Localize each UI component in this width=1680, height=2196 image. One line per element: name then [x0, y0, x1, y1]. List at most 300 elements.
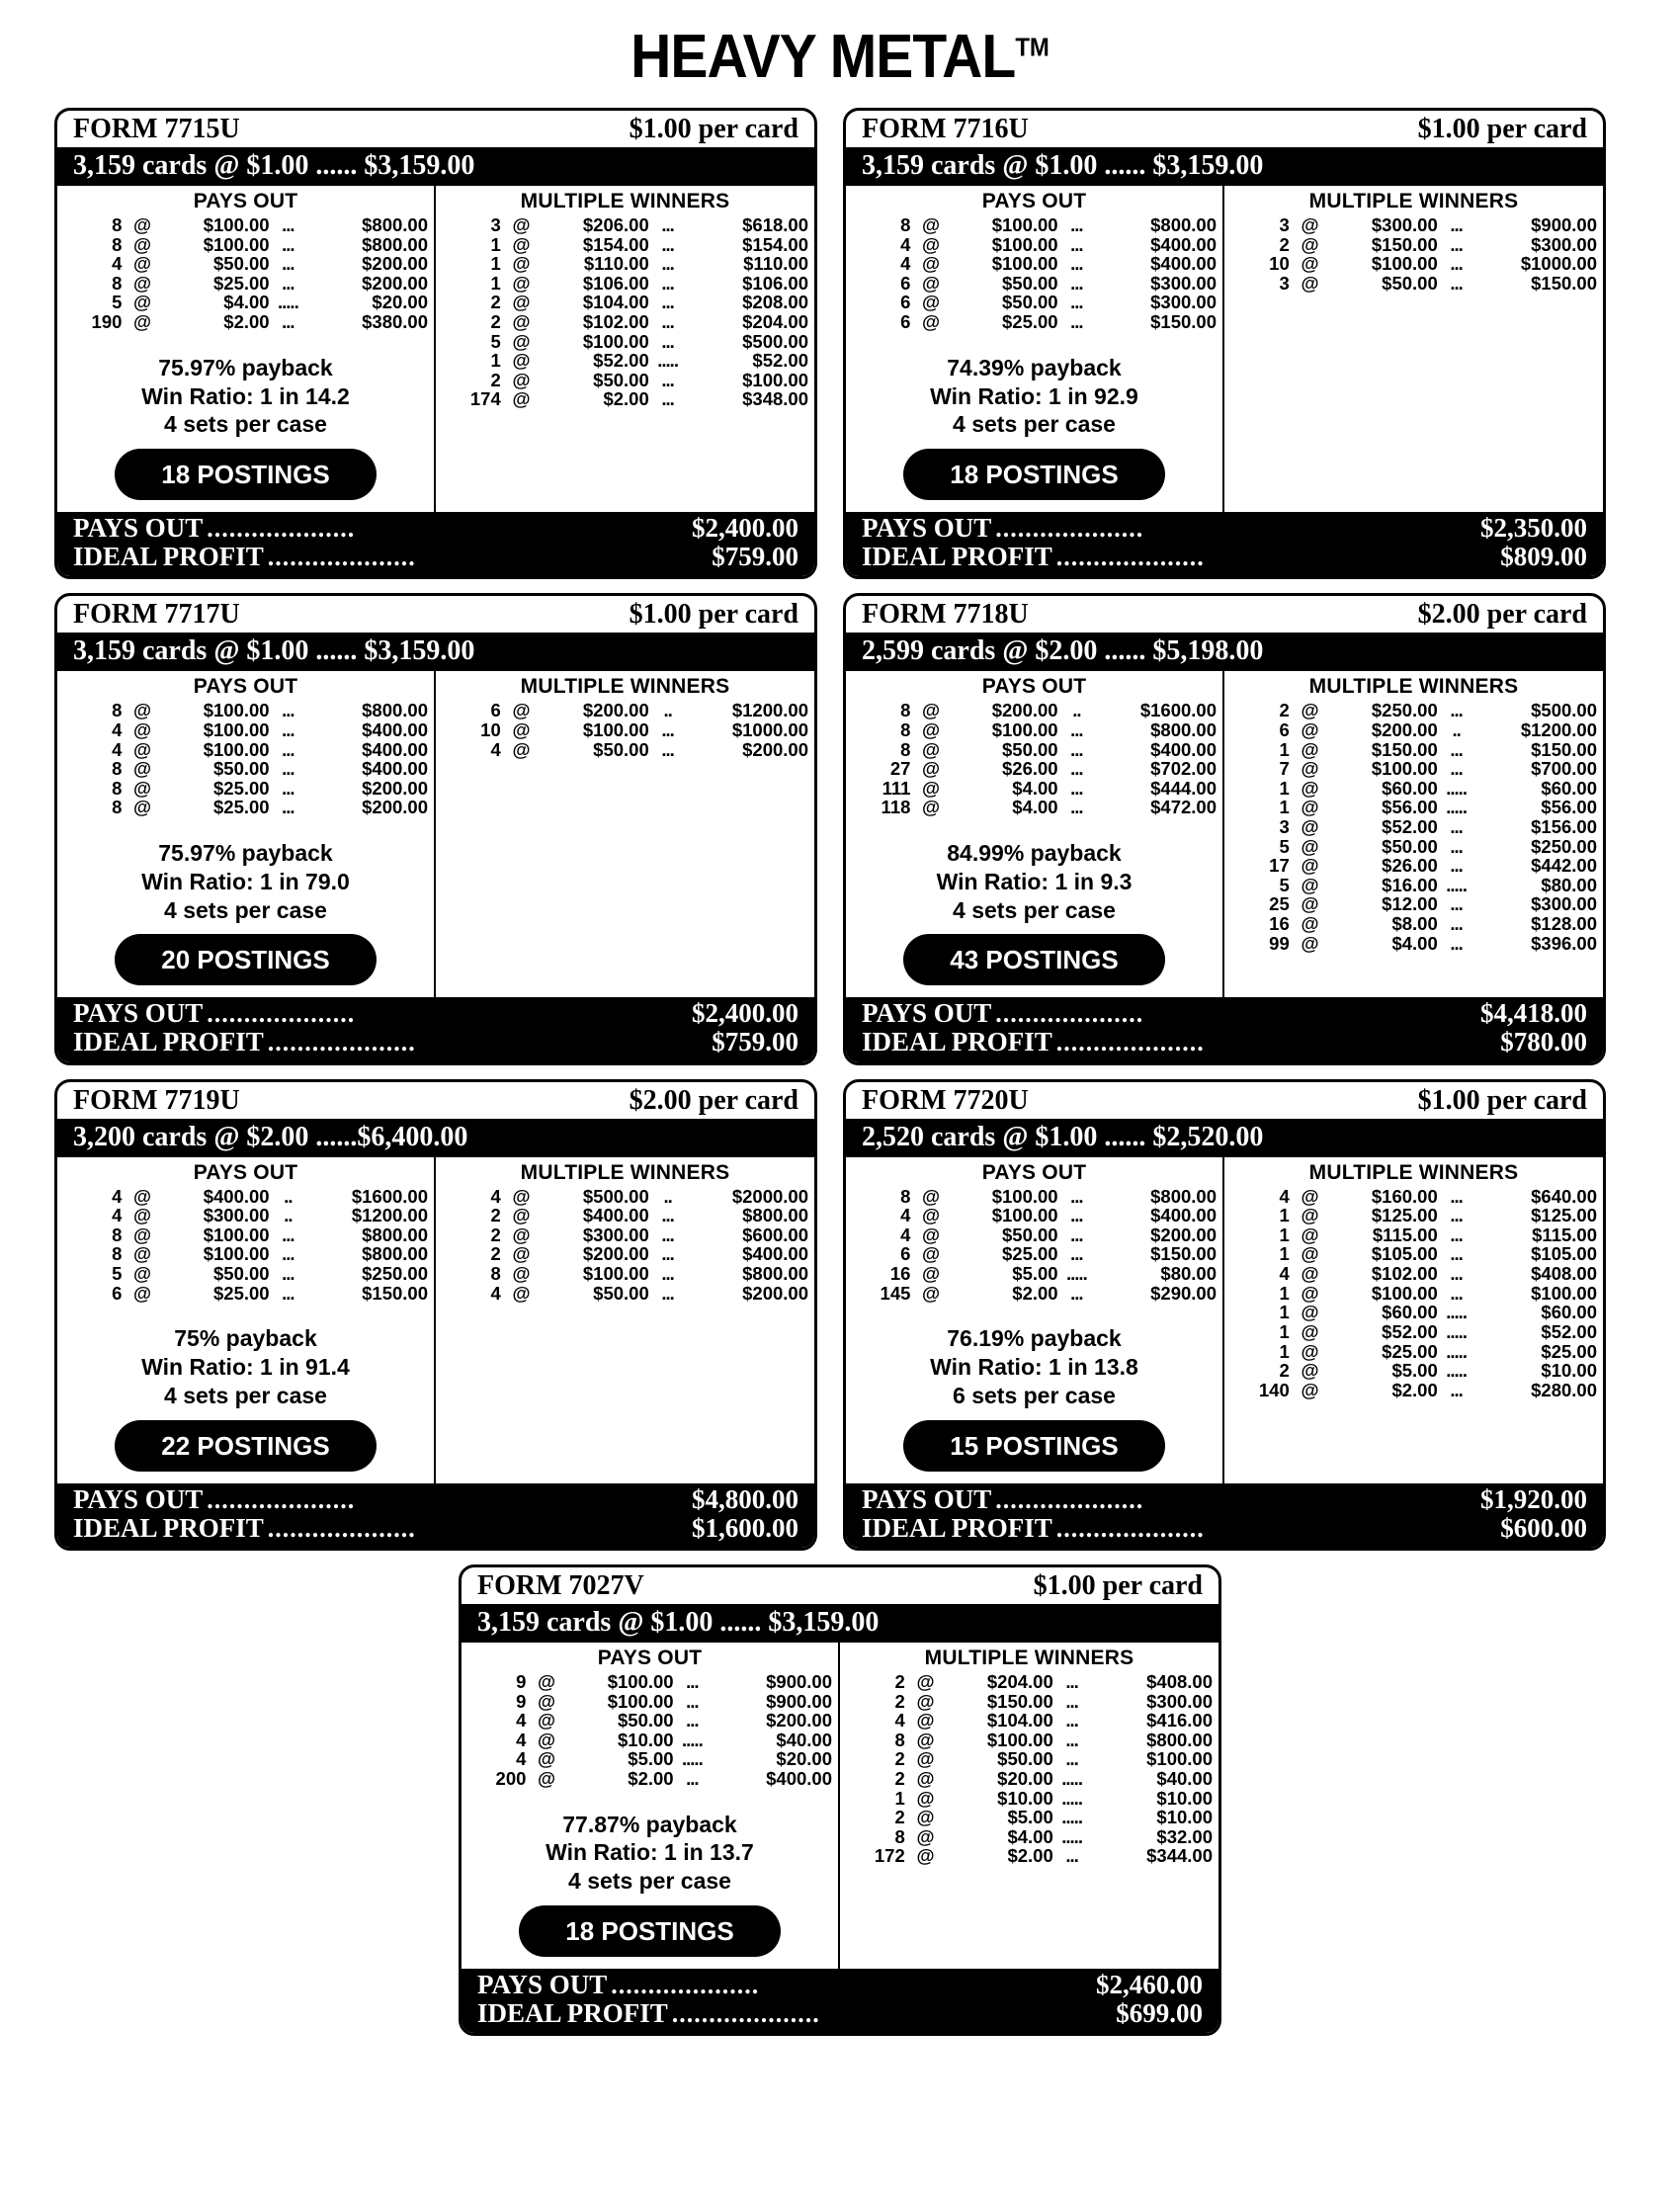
multiple-winners-value: $50.00 [593, 738, 649, 760]
multiple-winners-value: $104.00 [582, 292, 649, 313]
multiple-winners-total: $300.00 [1146, 1690, 1213, 1712]
table-row [465, 1692, 834, 1712]
multiple-winners-qty: 1 [490, 253, 501, 275]
ideal-profit-row [862, 1514, 1587, 1543]
card-summary [61, 825, 430, 924]
payback-percent: 76.19% payback [947, 1325, 1122, 1352]
at-symbol: @ [916, 1729, 935, 1750]
table-row [440, 740, 810, 760]
postings-badge: 15 POSTINGS [903, 1420, 1165, 1472]
dot-leader: ... [661, 253, 674, 275]
dot-leader: ... [1450, 893, 1463, 915]
dot-leader: ... [1450, 233, 1463, 255]
table-row [1228, 914, 1599, 934]
pays-out-qty: 4 [900, 233, 911, 255]
table-row [850, 779, 1218, 799]
payback-percent: 77.87% payback [562, 1811, 737, 1837]
dot-leader: .................... [995, 1000, 1144, 1029]
table-row [61, 293, 430, 312]
multiple-winners-total: $800.00 [742, 1205, 808, 1226]
dot-leader: ... [282, 1243, 294, 1265]
payback-percent: 75.97% payback [158, 354, 333, 380]
multiple-winners-value: $150.00 [1371, 233, 1438, 255]
multiple-winners-column [1224, 186, 1603, 512]
table-row [1228, 1284, 1599, 1304]
pays-out-total-row [73, 999, 798, 1028]
sets-per-case: 4 sets per case [953, 896, 1116, 923]
at-symbol: @ [512, 1263, 531, 1285]
card-total-bar: 2,520 cards @ $1.00 ...... $2,520.00 [846, 1119, 1603, 1157]
dot-leader: .................... [1055, 1029, 1205, 1057]
at-symbol: @ [133, 797, 152, 818]
multiple-winners-value: $206.00 [582, 214, 649, 235]
multiple-winners-qty: 5 [1279, 874, 1290, 895]
card-total-bar: 2,599 cards @ $2.00 ...... $5,198.00 [846, 633, 1603, 671]
dot-leader: ..... [1061, 1787, 1082, 1809]
multiple-winners-value: $200.00 [1371, 718, 1438, 740]
at-symbol: @ [538, 1690, 556, 1712]
at-symbol: @ [538, 1670, 556, 1692]
pays-out-value: $50.00 [1002, 738, 1058, 760]
table-row [1228, 1381, 1599, 1400]
multiple-winners-qty: 4 [894, 1710, 905, 1731]
dot-leader: ... [1070, 1205, 1083, 1226]
dot-leader: ... [661, 233, 674, 255]
multiple-winners-qty: 5 [1279, 835, 1290, 857]
card-summary [61, 1310, 430, 1409]
dot-leader: ..... [1446, 1340, 1467, 1362]
at-symbol: @ [1301, 1224, 1319, 1245]
multiple-winners-heading: MULTIPLE WINNERS [924, 1646, 1134, 1669]
table-row [440, 1206, 810, 1225]
multiple-winners-value: $26.00 [1382, 855, 1438, 877]
at-symbol: @ [1301, 1282, 1319, 1304]
pays-out-total: $1200.00 [351, 1205, 428, 1226]
dot-leader: ... [1450, 700, 1463, 721]
dot-leader: ... [661, 388, 674, 410]
form-card [843, 593, 1606, 1064]
table-row [61, 740, 430, 760]
at-symbol: @ [922, 1205, 941, 1226]
pays-out-total: $400.00 [362, 758, 428, 780]
at-symbol: @ [512, 1282, 531, 1304]
dot-leader: ... [1450, 253, 1463, 275]
at-symbol: @ [512, 700, 531, 721]
multiple-winners-qty: 1 [894, 1787, 905, 1809]
dot-leader: ... [1070, 758, 1083, 780]
multiple-winners-value: $100.00 [1371, 1282, 1438, 1304]
multiple-winners-qty: 4 [490, 1185, 501, 1207]
dot-leader: ... [282, 1224, 294, 1245]
table-row [850, 701, 1218, 720]
dot-leader: ..... [1066, 1263, 1087, 1285]
pays-out-qty: 9 [516, 1670, 527, 1692]
pays-out-table [61, 701, 430, 817]
multiple-winners-total: $100.00 [1531, 1282, 1597, 1304]
table-row [850, 740, 1218, 760]
table-row [1228, 1303, 1599, 1322]
pays-out-value: $25.00 [1002, 311, 1058, 333]
at-symbol: @ [1301, 1205, 1319, 1226]
at-symbol: @ [1301, 777, 1319, 799]
multiple-winners-table [844, 1672, 1215, 1866]
dot-leader: .................... [671, 2000, 820, 2029]
pays-out-total: $380.00 [362, 311, 428, 333]
multiple-winners-table [440, 701, 810, 759]
multiple-winners-total: $618.00 [742, 214, 808, 235]
dot-leader: ... [282, 1282, 294, 1304]
at-symbol: @ [922, 1263, 941, 1285]
multiple-winners-total: $106.00 [742, 272, 808, 294]
multiple-winners-total: $1000.00 [1520, 253, 1597, 275]
multiple-winners-table [440, 215, 810, 409]
pays-out-column [846, 671, 1224, 997]
multiple-winners-qty: 1 [1279, 1205, 1290, 1226]
pays-out-value: $4.00 [223, 292, 270, 313]
multiple-winners-qty: 1 [490, 350, 501, 372]
table-row [850, 1244, 1218, 1264]
pays-out-qty: 8 [112, 1224, 123, 1245]
at-symbol: @ [922, 292, 941, 313]
at-symbol: @ [1301, 1185, 1319, 1207]
at-symbol: @ [133, 738, 152, 760]
multiple-winners-total: $700.00 [1531, 758, 1597, 780]
page-title [118, 22, 1563, 92]
dot-leader: ... [1450, 1205, 1463, 1226]
dot-leader: .. [1072, 700, 1081, 721]
dot-leader: ... [282, 700, 294, 721]
pays-out-total: $290.00 [1150, 1282, 1217, 1304]
table-row [850, 215, 1218, 235]
table-row [850, 1264, 1218, 1284]
dot-leader: ... [1450, 758, 1463, 780]
pays-out-table [850, 215, 1218, 332]
multiple-winners-value: $100.00 [1371, 253, 1438, 275]
dot-leader: ... [661, 1243, 674, 1265]
ideal-profit-row [862, 543, 1587, 571]
at-symbol: @ [538, 1729, 556, 1750]
pays-out-qty: 4 [112, 738, 123, 760]
ideal-profit-row [73, 543, 798, 571]
pays-out-total: $900.00 [766, 1690, 832, 1712]
pays-out-column [462, 1643, 840, 1969]
form-card [843, 1079, 1606, 1551]
at-symbol: @ [512, 1205, 531, 1226]
postings-badge: 22 POSTINGS [115, 1420, 377, 1472]
dot-leader: ..... [1061, 1825, 1082, 1847]
ideal-profit-label: IDEAL PROFIT [73, 1027, 264, 1057]
multiple-winners-qty: 25 [1269, 893, 1290, 915]
pays-out-column [846, 186, 1224, 512]
pays-out-total: $800.00 [1150, 1185, 1217, 1207]
card-header [462, 1567, 1218, 1604]
table-row [61, 235, 430, 255]
table-row [440, 351, 810, 371]
multiple-winners-value: $50.00 [1382, 835, 1438, 857]
pays-out-qty: 200 [495, 1767, 527, 1789]
multiple-winners-qty: 1 [1279, 1340, 1290, 1362]
multiple-winners-total: $2000.00 [731, 1185, 808, 1207]
pays-out-total: $400.00 [1150, 1205, 1217, 1226]
pays-out-total-row [862, 999, 1587, 1028]
table-row [1228, 1264, 1599, 1284]
dot-leader: ..... [682, 1748, 703, 1770]
form-card [54, 593, 817, 1064]
at-symbol: @ [922, 1243, 941, 1265]
at-symbol: @ [1301, 874, 1319, 895]
pays-out-value: $100.00 [203, 700, 270, 721]
ideal-profit-row [73, 1028, 798, 1056]
multiple-winners-total: $208.00 [742, 292, 808, 313]
dot-leader: ... [1450, 1379, 1463, 1400]
at-symbol: @ [133, 1224, 152, 1245]
at-symbol: @ [1301, 815, 1319, 837]
pays-out-total: $400.00 [1150, 233, 1217, 255]
dot-leader: ... [1065, 1845, 1078, 1867]
pays-out-total: $1600.00 [1139, 700, 1217, 721]
at-symbol: @ [916, 1710, 935, 1731]
pays-out-value: $25.00 [1002, 1243, 1058, 1265]
multiple-winners-total: $25.00 [1541, 1340, 1597, 1362]
pays-out-table [850, 701, 1218, 817]
pays-out-value: $10.00 [618, 1729, 674, 1750]
pays-out-table [850, 1187, 1218, 1304]
dot-leader: ... [1450, 1243, 1463, 1265]
multiple-winners-value: $150.00 [1371, 738, 1438, 760]
dot-leader: ... [1450, 214, 1463, 235]
dot-leader: ..... [1446, 777, 1467, 799]
sets-per-case: 4 sets per case [164, 896, 327, 923]
table-row [465, 1731, 834, 1750]
pays-out-total: $200.00 [766, 1710, 832, 1731]
multiple-winners-qty: 1 [1279, 1320, 1290, 1342]
at-symbol: @ [512, 718, 531, 740]
pays-out-total-value: $4,800.00 [692, 1483, 798, 1514]
multiple-winners-total: $344.00 [1146, 1845, 1213, 1867]
table-row [844, 1827, 1215, 1847]
at-symbol: @ [538, 1767, 556, 1789]
pays-out-qty: 190 [91, 311, 123, 333]
pays-out-qty: 5 [112, 1263, 123, 1285]
multiple-winners-value: $52.00 [1382, 815, 1438, 837]
pays-out-value: $100.00 [203, 1243, 270, 1265]
pays-out-value: $100.00 [991, 1185, 1058, 1207]
at-symbol: @ [922, 311, 941, 333]
table-row [61, 274, 430, 294]
dot-leader: .................... [1055, 544, 1205, 572]
dot-leader: ..... [1061, 1807, 1082, 1828]
multiple-winners-total: $348.00 [742, 388, 808, 410]
multiple-winners-value: $100.00 [1371, 758, 1438, 780]
table-row [1228, 740, 1599, 760]
dot-leader: ..... [1061, 1767, 1082, 1789]
multiple-winners-value: $52.00 [593, 350, 649, 372]
form-number: FORM 7715U [73, 114, 240, 144]
dot-leader: ..... [1446, 797, 1467, 818]
multiple-winners-qty: 6 [1279, 718, 1290, 740]
multiple-winners-qty: 1 [490, 272, 501, 294]
multiple-winners-total: $200.00 [742, 738, 808, 760]
at-symbol: @ [133, 311, 152, 333]
pays-out-total: $900.00 [766, 1670, 832, 1692]
pays-out-value: $4.00 [1012, 797, 1058, 818]
card-header [846, 1082, 1603, 1119]
multiple-winners-qty: 1 [1279, 1243, 1290, 1265]
table-row [465, 1672, 834, 1692]
multiple-winners-table [440, 1187, 810, 1304]
table-row [61, 779, 430, 799]
dot-leader: ... [1070, 1224, 1083, 1245]
table-row [440, 1244, 810, 1264]
table-row [1228, 1225, 1599, 1245]
at-symbol: @ [133, 1185, 152, 1207]
multiple-winners-qty: 2 [894, 1670, 905, 1692]
pays-out-value: $50.00 [213, 1263, 270, 1285]
at-symbol: @ [916, 1845, 935, 1867]
dot-leader: ... [1450, 1185, 1463, 1207]
card-total-bar: 3,159 cards @ $1.00 ...... $3,159.00 [846, 147, 1603, 186]
multiple-winners-value: $50.00 [593, 1282, 649, 1304]
pays-out-qty: 6 [900, 292, 911, 313]
pays-out-total-label: PAYS OUT [862, 513, 992, 543]
multiple-winners-value: $125.00 [1371, 1205, 1438, 1226]
dot-leader: ... [1070, 718, 1083, 740]
pays-out-total: $200.00 [1150, 1224, 1217, 1245]
dot-leader: ... [1070, 777, 1083, 799]
dot-leader: ... [282, 738, 294, 760]
card-body [462, 1643, 1218, 1969]
at-symbol: @ [916, 1690, 935, 1712]
pays-out-total: $800.00 [1150, 214, 1217, 235]
multiple-winners-total: $10.00 [1541, 1360, 1597, 1382]
table-row [850, 1225, 1218, 1245]
dot-leader: ... [282, 797, 294, 818]
dot-leader: ... [1065, 1670, 1078, 1692]
at-symbol: @ [1301, 835, 1319, 857]
pays-out-value: $5.00 [1012, 1263, 1058, 1285]
card-body [846, 186, 1603, 512]
multiple-winners-total: $80.00 [1541, 874, 1597, 895]
multiple-winners-heading: MULTIPLE WINNERS [520, 1160, 730, 1184]
multiple-winners-value: $115.00 [1372, 1224, 1438, 1245]
table-row [1228, 817, 1599, 837]
win-ratio: Win Ratio: 1 in 9.3 [936, 868, 1133, 894]
sets-per-case: 4 sets per case [568, 1868, 731, 1895]
dot-leader: ..... [682, 1729, 703, 1750]
multiple-winners-total: $800.00 [1146, 1729, 1213, 1750]
multiple-winners-qty: 7 [1279, 758, 1290, 780]
multiple-winners-value: $300.00 [582, 1224, 649, 1245]
dot-leader: ... [1065, 1748, 1078, 1770]
at-symbol: @ [512, 214, 531, 235]
dot-leader: ... [282, 214, 294, 235]
multiple-winners-qty: 1 [1279, 738, 1290, 760]
ideal-profit-value: $699.00 [1116, 1998, 1203, 2029]
at-symbol: @ [512, 292, 531, 313]
pays-out-total-row [73, 1485, 798, 1514]
pays-out-value: $100.00 [203, 233, 270, 255]
dot-leader: ... [282, 272, 294, 294]
pays-out-total: $400.00 [362, 718, 428, 740]
multiple-winners-value: $102.00 [582, 311, 649, 333]
pays-out-value: $100.00 [991, 718, 1058, 740]
form-number: FORM 7719U [73, 1084, 240, 1116]
table-row [440, 1225, 810, 1245]
multiple-winners-value: $50.00 [593, 369, 649, 390]
multiple-winners-total: $105.00 [1531, 1243, 1597, 1265]
pays-out-value: $100.00 [991, 233, 1058, 255]
pays-out-qty: 8 [900, 718, 911, 740]
multiple-winners-total: $500.00 [742, 330, 808, 352]
pays-out-qty: 4 [516, 1748, 527, 1770]
at-symbol: @ [133, 1243, 152, 1265]
pays-out-qty: 4 [900, 1224, 911, 1245]
multiple-winners-value: $4.00 [1007, 1825, 1053, 1847]
at-symbol: @ [922, 758, 941, 780]
at-symbol: @ [1301, 855, 1319, 877]
table-row [440, 1284, 810, 1304]
pays-out-value: $100.00 [991, 214, 1058, 235]
card-summary [61, 340, 430, 439]
dot-leader: .................... [267, 1514, 416, 1543]
pays-out-total: $200.00 [362, 272, 428, 294]
at-symbol: @ [922, 700, 941, 721]
pays-out-qty: 8 [112, 214, 123, 235]
card-summary [850, 340, 1218, 439]
multiple-winners-qty: 10 [1269, 253, 1290, 275]
pays-out-total: $800.00 [362, 1224, 428, 1245]
pays-out-total-row [73, 514, 798, 543]
at-symbol: @ [512, 350, 531, 372]
pays-out-total: $150.00 [1150, 311, 1217, 333]
pays-out-total-value: $4,418.00 [1480, 998, 1587, 1029]
dot-leader: ... [1450, 855, 1463, 877]
pays-out-qty: 118 [881, 797, 911, 818]
pays-out-heading: PAYS OUT [981, 190, 1087, 212]
ideal-profit-value: $1,600.00 [692, 1512, 798, 1543]
table-row [844, 1711, 1215, 1731]
pays-out-table [61, 1187, 430, 1304]
multiple-winners-total: $396.00 [1531, 932, 1597, 954]
multiple-winners-total: $300.00 [1531, 233, 1597, 255]
pays-out-column [57, 1157, 436, 1483]
ideal-profit-value: $600.00 [1500, 1512, 1587, 1543]
multiple-winners-total: $52.00 [1541, 1320, 1597, 1342]
multiple-winners-total: $100.00 [1146, 1748, 1213, 1770]
dot-leader: ... [1450, 1224, 1463, 1245]
multiple-winners-value: $200.00 [582, 1243, 649, 1265]
at-symbol: @ [512, 253, 531, 275]
pays-out-total: $400.00 [362, 738, 428, 760]
table-row [1228, 1322, 1599, 1342]
multiple-winners-qty: 2 [1279, 700, 1290, 721]
card-price: $1.00 per card [1417, 1084, 1587, 1116]
pays-out-qty: 8 [112, 1243, 123, 1265]
multiple-winners-total: $52.00 [752, 350, 808, 372]
multiple-winners-qty: 16 [1269, 913, 1290, 935]
pays-out-value: $25.00 [213, 272, 270, 294]
dot-leader: .................... [995, 1485, 1144, 1514]
pays-out-value: $4.00 [1012, 777, 1058, 799]
postings-badge: 18 POSTINGS [903, 449, 1165, 500]
dot-leader: ... [1450, 1282, 1463, 1304]
table-row [1228, 1244, 1599, 1264]
card-total-bar: 3,159 cards @ $1.00 ...... $3,159.00 [57, 147, 814, 186]
pays-out-qty: 4 [516, 1729, 527, 1750]
card-header [57, 596, 814, 633]
dot-leader: ... [282, 311, 294, 333]
form-number: FORM 7716U [862, 114, 1029, 144]
